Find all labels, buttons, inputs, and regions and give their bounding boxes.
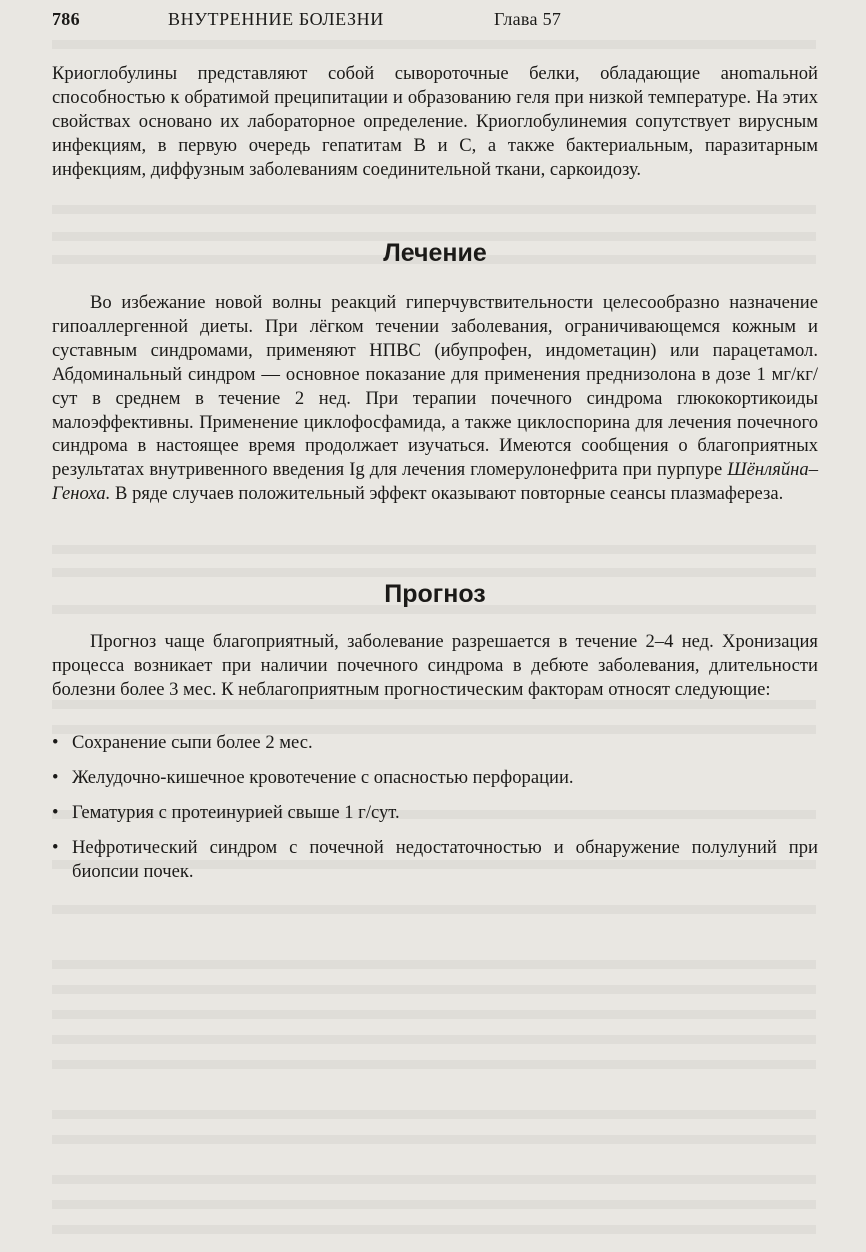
eponym-schonlein-henoch: Шёнляйна–Геноха.: [52, 459, 818, 505]
bullet-icon: •: [52, 766, 59, 788]
page-number: 786: [52, 9, 80, 29]
treatment-text-before: Во избежание новой волны реакций гиперчувствительности целесообразно назначение гипоаллергенной диеты. При лёгком течении заболевания, ограничивающемся кожным и суставным синдромами, применяют НПВС (ибупрофен, индометацин) или парацетамол. Абдоминальный синдром — основное показание для применения преднизолона в дозе 1 мг/кг/сут в среднем в течение 2 нед. При терапии почечного синдрома глюкокортикоиды малоэффективны. Применение циклофосфамида, а также циклоспорина для лечения почечного синдрома в настоящее время продолжает изучаться. Имеются сообщения о благоприятных результатах внутривенного введения Ig для лечения гломерулонефрита при пурпуре: [52, 292, 818, 481]
bullet-icon: •: [52, 836, 59, 858]
running-head: [52, 9, 818, 31]
list-item: • Сохранение сыпи более 2 мес.: [52, 732, 313, 753]
list-item: • Желудочно-кишечное кровотечение с опасностью перфорации.: [52, 766, 574, 788]
treatment-text-after: В ряде случаев положительный эффект оказывают повторные сеансы плазмафереза.: [110, 483, 784, 505]
prognosis-paragraph: Прогноз чаще благоприятный, заболевание разрешается в течение 2–4 нед. Хронизация процесса возникает при наличии почечного синдрома в дебюте заболевания, длительности болезни более 3 мес. К неблагоприятным прогностическим факторам относят следующие:: [52, 631, 818, 700]
prognostic-factors-list: [52, 731, 818, 895]
treatment-heading: Лечение: [383, 239, 487, 267]
chapter-label: Глава 57: [494, 9, 562, 29]
book-title: ВНУТРЕННИЕ БОЛЕЗНИ: [168, 9, 384, 29]
bullet-icon: •: [52, 732, 59, 753]
bullet-icon: •: [52, 801, 59, 823]
treatment-paragraph: [52, 291, 818, 506]
list-item: • Гематурия с протеинурией свыше 1 г/сут.: [52, 801, 400, 823]
list-item: • Нефротический синдром с почечной недостаточностью и обнаружение полулуний при биопсии почек.: [52, 836, 818, 882]
intro-paragraph: Криоглобулины представляют собой сывороточные белки, обладающие аноmальной способностью к обратимой преципитации и образованию геля при низкой температуре. На этих свойствах основано их лабораторное определение. Криоглобулинемия сопутствует вирусным инфекциям, в первую очередь гепатитам В и С, а также бактериальным, паразитарным инфекциям, диффузным заболеваниям соединительной ткани, саркоидозу.: [52, 63, 818, 180]
prognosis-heading: Прогноз: [384, 580, 486, 608]
